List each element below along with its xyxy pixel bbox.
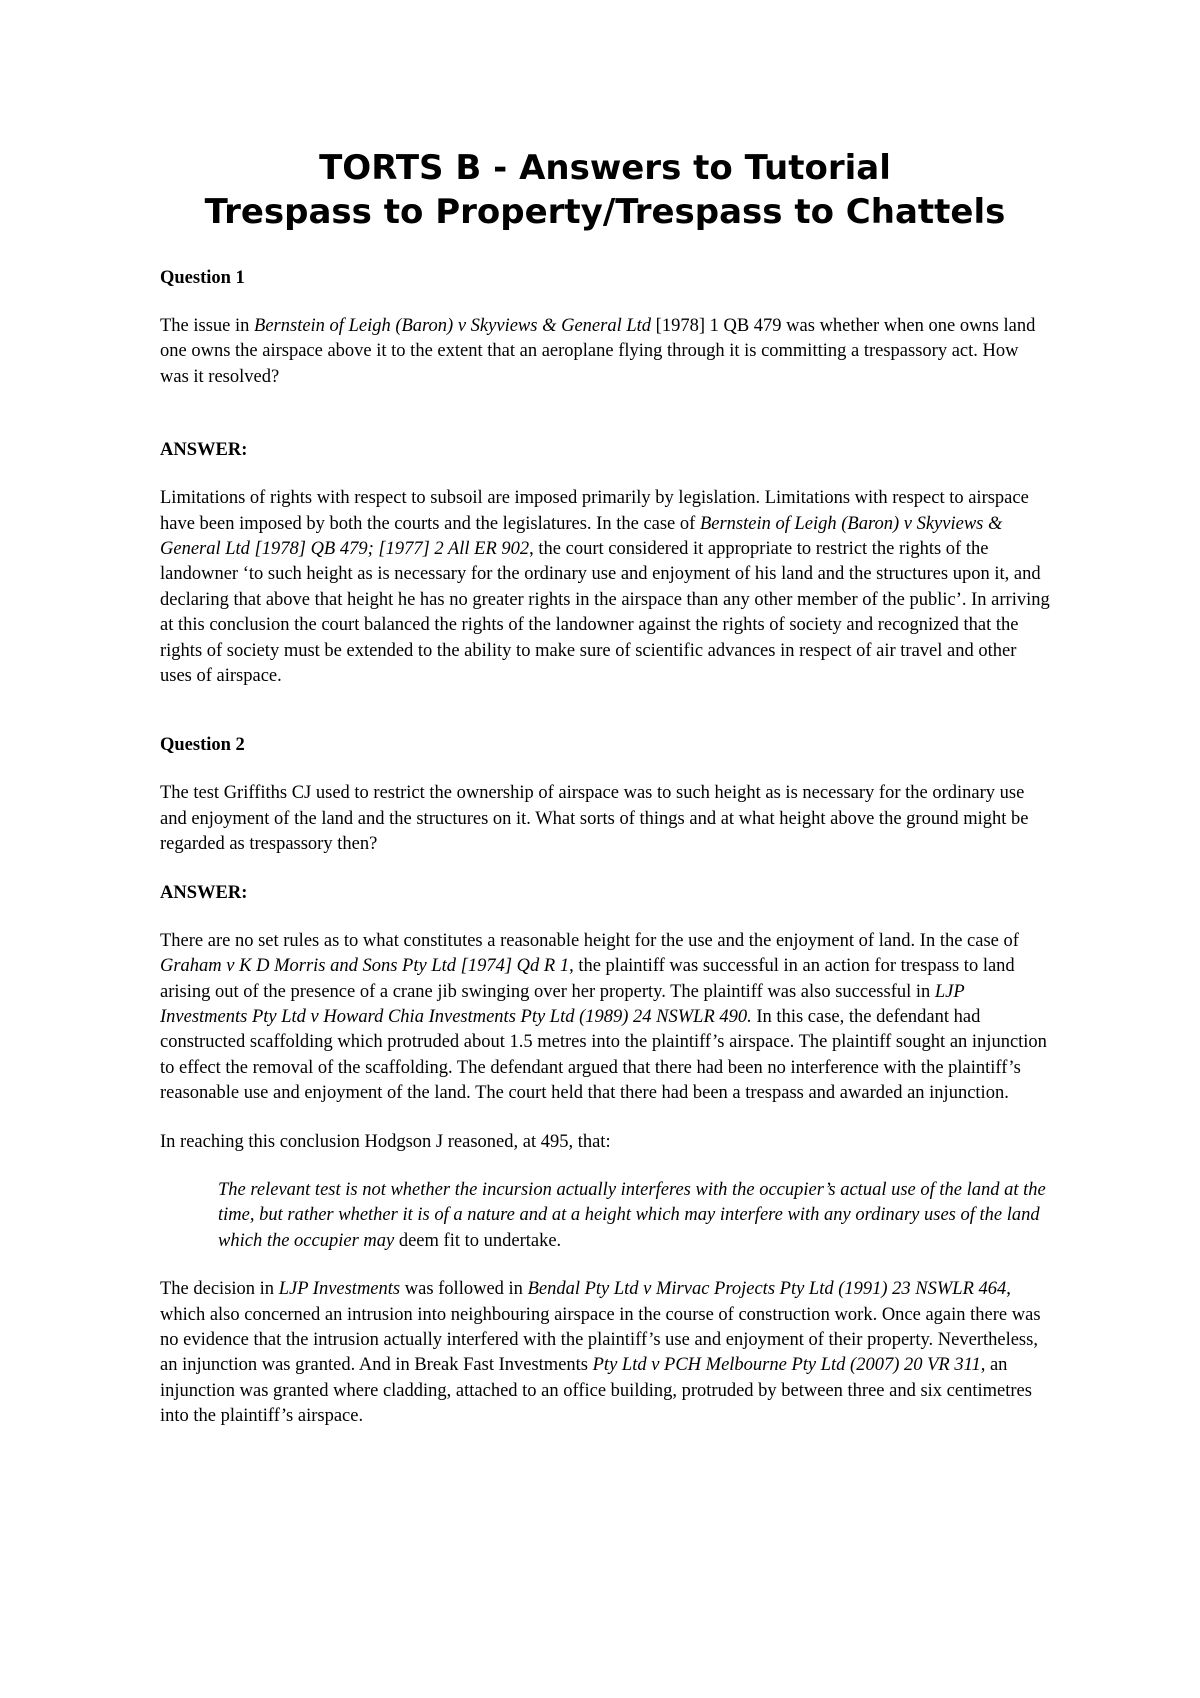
followup-text-part: was followed in [400, 1279, 528, 1300]
reasoning-intro: In reaching this conclusion Hodgson J reasoned, at 495, that: [160, 1131, 611, 1152]
followup-text-part: , which also concerned an intrusion into neighbouring airspace in the course of construction work. Once again there was no evidence that the intrusion actually interfered with the plaintiff’s use and enjoyment of their property. Nevertheless, an injunction was granted. And in Break Fast Investments [160, 1279, 1041, 1376]
title-line-1: TORTS B - Answers to Tutorial [319, 148, 891, 188]
question-2-heading: Question 2 [160, 735, 245, 756]
q1-text-part: [1978] 1 QB 479 was whether when one owns land one owns the airspace above it to the extent that an aeroplane flying through it is committing a trespassory act. How was it resolved? [160, 316, 1036, 387]
a1-text-part: , the court considered it appropriate to restrict the rights of the landowner ‘to such height as is necessary for the ordinary use and enjoyment of his land and the structures upon it, and declaring that above that height he has no greater rights in the airspace than any other member of the public’. In arriving at this conclusion the court balanced the rights of the landowner against the rights of society and recognized that the rights of society must be extended to the ability to make sure of scientific advances in respect of air travel and other uses of airspace. [160, 539, 1050, 687]
question-1-text [160, 314, 1050, 390]
followup-case-name: LJP Investments [278, 1279, 401, 1300]
block-quote [218, 1178, 1050, 1254]
followup-case-name: Bendal Pty Ltd v Mirvac Projects Pty Ltd (1991) 23 NSWLR 464 [527, 1279, 1007, 1300]
a2-text-part: , the plaintiff was successful in an action for trespass to land arising out of the presence of a crane jib swinging over her property. The plaintiff was also successful in [160, 956, 1015, 1002]
answer-2-text [160, 929, 1050, 1107]
q1-case-name: Bernstein of Leigh (Baron) v Skyviews & General Ltd [254, 316, 652, 336]
quote-plain-text: deem fit to undertake. [394, 1230, 562, 1251]
a2-case-name: LJP Investments Pty Ltd v Howard Chia Investments Pty Ltd (1989) 24 NSWLR 490. [160, 981, 965, 1027]
a2-text-part: In this case, the defendant had constructed scaffolding which protruded about 1.5 metres into the plaintiff’s airspace. The plaintiff sought an injunction to effect the removal of the scaffolding. The defendant argued that there had been no interference with the plaintiff’s reasonable use and enjoyment of the land. The court held that there had been a trespass and awarded an injunction. [160, 1006, 1047, 1104]
title-line-2: Trespass to Property/Trespass to Chattels [204, 192, 1006, 232]
question-2-text: The test Griffiths CJ used to restrict the ownership of airspace was to such height as is necessary for the ordinary use and enjoyment of the land and the structures on it. What sorts of things and at what height above the ground might be regarded as trespassory then? [160, 783, 1029, 855]
a2-text-part: There are no set rules as to what constitutes a reasonable height for the use and the enjoyment of land. In the case of [160, 930, 1019, 951]
answer-1-text [160, 486, 1050, 689]
a1-case-name: Bernstein of Leigh (Baron) v Skyviews & General Ltd [1978] QB 479; [1977] 2 All ER 902 [160, 513, 1003, 560]
q1-text-part: The issue in [160, 316, 255, 336]
question-1-heading: Question 1 [160, 268, 245, 288]
a2-case-name: Graham v K D Morris and Sons Pty Ltd [1974] Qd R 1 [160, 956, 570, 977]
a1-text-part: Limitations of rights with respect to subsoil are imposed primarily by legislation. Limitations with respect to airspace have been imposed by both the courts and the legislatures. In the case of [160, 488, 1029, 534]
document-title [160, 146, 1050, 234]
followup-case-name: Pty Ltd v PCH Melbourne Pty Ltd (2007) 20 VR 311 [592, 1355, 981, 1376]
answer-2-heading: ANSWER: [160, 882, 248, 903]
followup-text-part: The decision in [160, 1279, 279, 1300]
quote-italic-text: The relevant test is not whether the incursion actually interferes with the occupier’s actual use of the land at the time, but rather whether it is of a nature and at a height which may interfere with any ordinary uses of the land which the occupier may [218, 1179, 1046, 1251]
followup-paragraph [160, 1277, 1050, 1429]
followup-text-part: , an injunction was granted where cladding, attached to an office building, protruded by between three and six centimetres into the plaintiff’s airspace. [160, 1355, 1032, 1427]
answer-1-heading: ANSWER: [160, 440, 248, 461]
